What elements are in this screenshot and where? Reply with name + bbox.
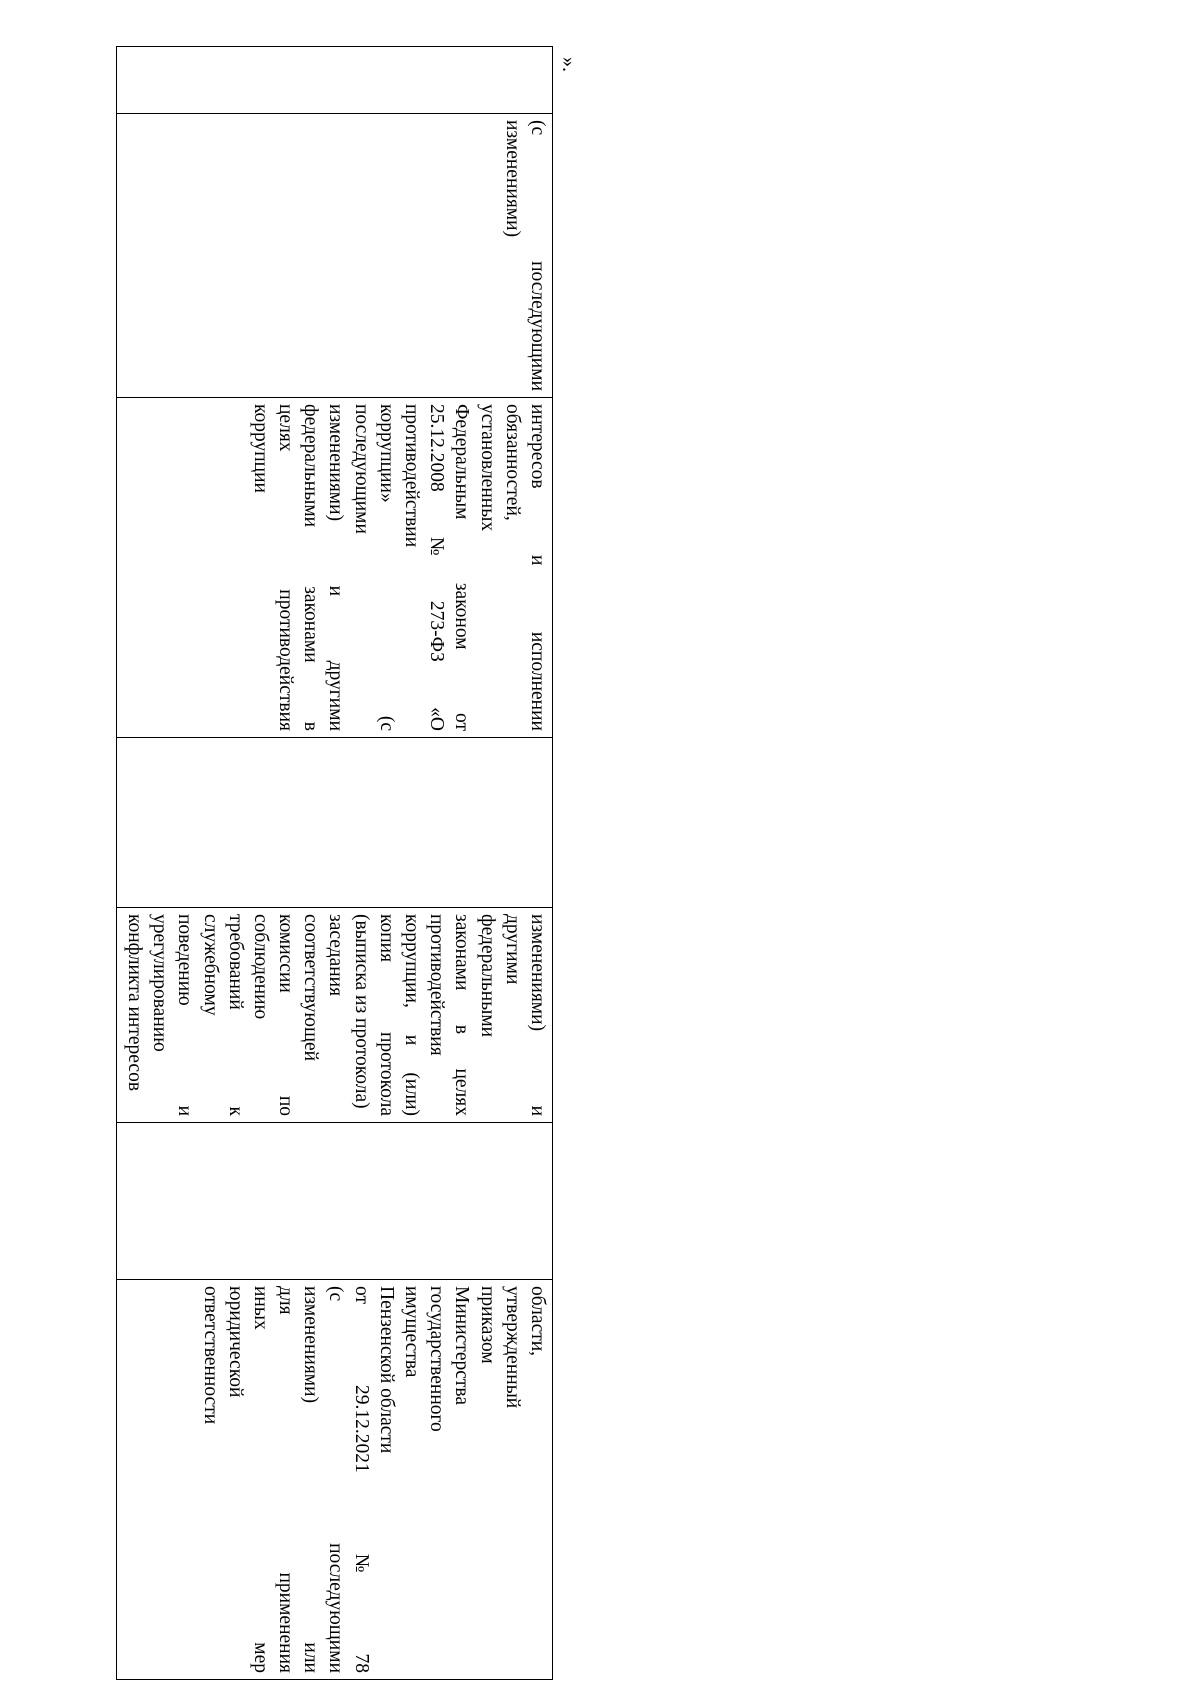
cell-line <box>122 914 147 1116</box>
cell-word: урегулированию <box>149 914 171 1052</box>
cell-line <box>223 1286 248 1673</box>
cell-text-col2 <box>500 120 550 391</box>
cell-word: к <box>224 1106 246 1116</box>
cell-word: коррупции <box>249 404 271 493</box>
cell-word: последующими <box>527 261 548 391</box>
cell-word: 78 <box>350 1653 372 1673</box>
cell-line <box>449 404 474 731</box>
cell-word: интересов <box>527 404 548 489</box>
cell-word: обязанностей, <box>501 404 523 521</box>
cell-word: имущества <box>401 1286 423 1378</box>
table-cell-col1 <box>117 47 553 114</box>
cell-word: изменениями) <box>527 914 548 1032</box>
cell-word: № <box>426 537 448 556</box>
cell-word: (с <box>527 120 548 136</box>
cell-line <box>147 914 172 1116</box>
cell-word: исполнении <box>527 631 548 731</box>
cell-word: законами <box>300 586 322 663</box>
cell-word: коррупции, <box>401 914 423 1008</box>
cell-word: применения <box>275 1572 297 1673</box>
cell-word: копия <box>375 914 397 963</box>
cell-word: и <box>527 554 548 566</box>
cell-word: и <box>527 1105 548 1116</box>
cell-word: законом <box>451 582 473 650</box>
cell-word: (выписка из протокола) <box>350 914 372 1109</box>
cell-word: иных <box>249 1286 271 1330</box>
cell-word: 25.12.2008 <box>426 404 448 492</box>
cell-word: целях <box>451 1068 473 1116</box>
cell-line <box>449 914 474 1116</box>
cell-line <box>474 404 499 731</box>
cell-word: установленных <box>476 404 498 532</box>
cell-word: заседания <box>325 914 347 997</box>
cell-line <box>248 1286 273 1673</box>
cell-word: последующими <box>325 1543 347 1673</box>
cell-line <box>525 120 550 391</box>
cell-word: № <box>350 1553 372 1573</box>
cell-text-col6 <box>197 1286 550 1673</box>
cell-line <box>474 914 499 1116</box>
cell-line <box>197 914 222 1116</box>
cell-line <box>349 1286 374 1673</box>
cell-word: другими <box>325 660 347 731</box>
cell-word: от <box>451 712 473 731</box>
cell-line <box>424 1286 449 1673</box>
cell-word: федеральными <box>300 404 322 528</box>
cell-line <box>500 1286 525 1673</box>
cell-line <box>374 404 399 731</box>
cell-line <box>273 404 298 731</box>
cell-word: целях <box>275 404 297 452</box>
cell-word: Министерства <box>451 1286 473 1406</box>
cell-word: 29.12.2021 <box>350 1385 372 1473</box>
table-cell-col3 <box>117 398 553 738</box>
cell-word: или <box>300 1642 322 1673</box>
cell-line <box>424 404 449 731</box>
cell-word: Пензенской области <box>375 1286 397 1454</box>
cell-word: коррупции» <box>375 404 397 503</box>
cell-line <box>323 1286 348 1673</box>
cell-line <box>248 404 273 731</box>
table-row <box>117 47 553 1680</box>
cell-line <box>525 1286 550 1673</box>
cell-line <box>273 914 298 1116</box>
cell-line <box>399 914 424 1116</box>
closing-quote: ». <box>558 57 580 72</box>
cell-line <box>298 404 323 731</box>
cell-word: поведению <box>174 914 196 1006</box>
cell-word: (с <box>375 715 397 731</box>
table-cell-col2 <box>117 114 553 398</box>
cell-word: мер <box>249 1642 271 1673</box>
cell-word: по <box>275 1095 297 1116</box>
cell-word: Федеральным <box>451 404 473 520</box>
cell-line <box>172 914 197 1116</box>
document-table <box>116 46 553 1680</box>
cell-line <box>399 1286 424 1673</box>
cell-word: требований <box>224 914 246 1010</box>
cell-word: в <box>451 1024 473 1035</box>
cell-line <box>374 1286 399 1673</box>
cell-line <box>298 914 323 1116</box>
cell-line <box>298 1286 323 1673</box>
cell-word: приказом <box>476 1286 498 1364</box>
cell-word: комиссии <box>275 914 297 993</box>
cell-line <box>500 404 525 731</box>
cell-line <box>223 914 248 1116</box>
cell-line <box>449 1286 474 1673</box>
cell-line <box>500 120 525 391</box>
cell-word: и <box>174 1105 196 1116</box>
cell-word: для <box>275 1286 297 1315</box>
cell-text-col3 <box>248 404 550 731</box>
cell-word: служебному <box>199 914 221 1016</box>
cell-word: области, <box>527 1286 548 1357</box>
cell-line <box>399 404 424 731</box>
cell-word: «О <box>426 707 448 731</box>
cell-word: противодействия <box>426 914 448 1056</box>
cell-word: изменениями) <box>300 1286 322 1404</box>
table-cell-col5 <box>117 908 553 1123</box>
cell-line <box>248 914 273 1116</box>
table-cell-col4 <box>117 738 553 908</box>
cell-word: юридической <box>224 1286 246 1398</box>
cell-word: в <box>300 721 322 731</box>
cell-word: протокола <box>375 1031 397 1116</box>
cell-line <box>474 1286 499 1673</box>
cell-line <box>349 914 374 1116</box>
cell-word: и <box>401 1034 423 1046</box>
cell-word: законами <box>451 914 473 991</box>
cell-word: конфликта интересов <box>124 914 145 1092</box>
cell-line <box>374 914 399 1116</box>
cell-word: от <box>350 1286 372 1305</box>
cell-word: противодействия <box>275 589 297 731</box>
cell-line <box>424 914 449 1116</box>
cell-word: ответственности <box>199 1286 221 1425</box>
cell-word: и <box>325 585 347 597</box>
cell-line <box>525 404 550 731</box>
table-cell-col6 <box>117 1123 553 1280</box>
cell-word: противодействии <box>401 404 423 548</box>
cell-line <box>500 914 525 1116</box>
cell-word: (или) <box>401 1072 423 1116</box>
cell-text-col4 <box>122 914 550 1116</box>
cell-word: государственного <box>426 1286 448 1432</box>
cell-line <box>349 404 374 731</box>
cell-word: соблюдению <box>249 914 271 1020</box>
cell-word: изменениями) <box>501 120 523 238</box>
rotated-table-wrapper <box>116 46 553 1679</box>
cell-line <box>323 404 348 731</box>
table-cell-col7 <box>117 1280 553 1680</box>
cell-line <box>273 1286 298 1673</box>
cell-word: другими <box>501 914 523 985</box>
cell-word: утвержденный <box>501 1286 523 1409</box>
cell-line <box>323 914 348 1116</box>
cell-word: федеральными <box>476 914 498 1038</box>
cell-word: 273-ФЗ <box>426 600 448 662</box>
cell-word: (с <box>325 1286 347 1302</box>
cell-line <box>525 914 550 1116</box>
cell-word: соответствующей <box>300 914 322 1062</box>
cell-line <box>197 1286 222 1673</box>
cell-word: последующими <box>350 404 372 534</box>
cell-word: изменениями) <box>325 404 347 522</box>
